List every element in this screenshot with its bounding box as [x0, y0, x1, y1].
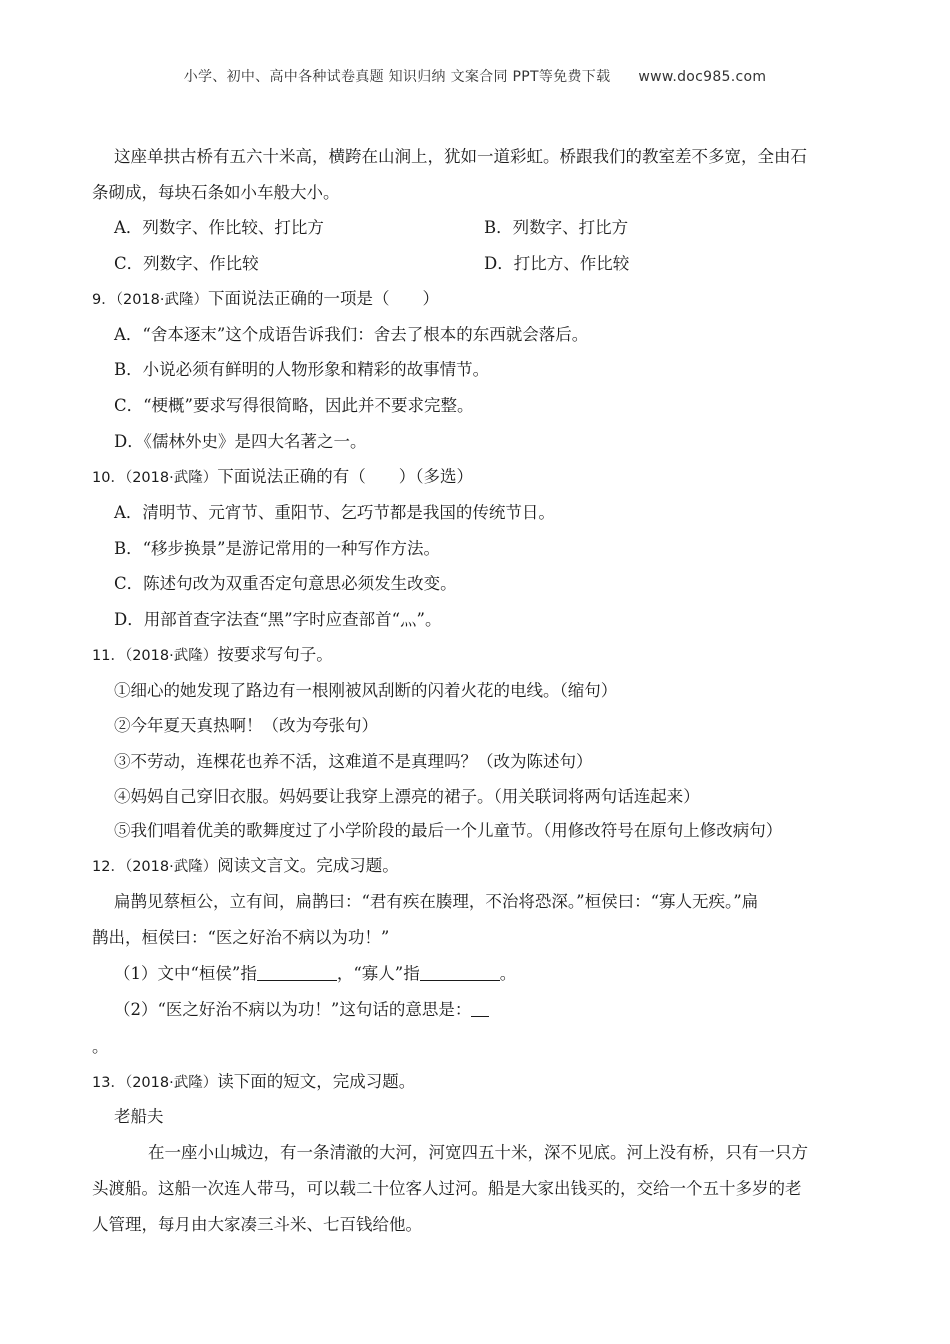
q9-option-d: D．《儒林外史》是四大名著之一。 [114, 432, 367, 451]
q12-text-line-1: 扁鹊见蔡桓公，立有间，扁鹊曰：“君有疾在腠理，不治将恐深。”桓侯曰：“寡人无疾。”扁 [114, 892, 759, 911]
q12-stem: 阅读文言文。完成习题。 [217, 856, 399, 875]
q11-question [92, 644, 333, 667]
q13-number: 13．（2018·武隆） [92, 1075, 218, 1091]
q12-part-1-mid: ，“寡人”指 [336, 964, 420, 983]
q12-part-1 [114, 963, 516, 985]
q12-number: 12．（2018·武隆） [92, 859, 218, 875]
q8-option-d: D．打比方、作比较 [484, 254, 630, 273]
q12-part-2-lead: （2）“医之好治不病以为功！”这句话的意思是： [114, 1000, 472, 1019]
q9-option-c: C．“梗概”要求写得很简略，因此并不要求完整。 [114, 396, 474, 415]
header-url[interactable]: www.doc985.com [638, 69, 767, 85]
q13-passage-line-3: 人管理，每月由大家凑三斗米、七百钱给他。 [92, 1215, 422, 1234]
q12-part-2 [114, 999, 489, 1021]
q9-stem: 下面说法正确的一项是（ ） [208, 289, 439, 308]
q10-question [92, 466, 473, 489]
q12-answer-blank-3[interactable] [471, 1000, 489, 1017]
q10-option-b: B．“移步换景”是游记常用的一种写作方法。 [114, 539, 440, 558]
q8-option-b: B．列数字、打比方 [484, 218, 629, 237]
q12-part-1-end: 。 [499, 964, 517, 983]
q11-sentence-5: ⑤我们唱着优美的歌舞度过了小学阶段的最后一个儿童节。（用修改符号在原句上修改病句） [114, 821, 783, 840]
q11-stem: 按要求写句子。 [217, 645, 333, 664]
q9-number: 9．（2018·武隆） [92, 292, 208, 308]
q11-sentence-1: ①细心的她发现了路边有一根刚被风刮断的闪着火花的电线。（缩句） [114, 681, 618, 700]
q13-stem: 读下面的短文，完成习题。 [217, 1072, 416, 1091]
q11-sentence-2: ②今年夏天真热啊！（改为夸张句） [114, 716, 378, 735]
passage-line-2: 条砌成，每块石条如小车般大小。 [92, 183, 340, 202]
q12-text-line-2: 鹊出，桓侯曰：“医之好治不病以为功！” [92, 928, 390, 947]
q11-number: 11．（2018·武隆） [92, 648, 218, 664]
q9-option-b: B．小说必须有鲜明的人物形象和精彩的故事情节。 [114, 360, 490, 379]
q8-option-a: A．列数字、作比较、打比方 [114, 218, 324, 237]
q10-stem: 下面说法正确的有（ ）（多选） [217, 467, 473, 486]
passage-line-1: 这座单拱古桥有五六十米高，横跨在山涧上，犹如一道彩虹。桥跟我们的教室差不多宽，全由石 [114, 147, 807, 166]
q13-question [92, 1071, 415, 1094]
q12-question [92, 855, 399, 878]
q12-part-2-end: 。 [92, 1037, 109, 1056]
q11-sentence-4: ④妈妈自己穿旧衣服。妈妈要让我穿上漂亮的裙子。（用关联词将两句话连起来） [114, 787, 700, 806]
q10-option-d: D．用部首查字法查“黑”字时应查部首“灬”。 [114, 610, 442, 629]
q12-part-1-lead: （1）文中“桓侯”指 [114, 964, 257, 983]
q13-passage-line-2: 头渡船。这船一次连人带马，可以载二十位客人过河。船是大家出钱买的，交给一个五十多岁的老 [92, 1179, 802, 1198]
page-header [0, 66, 950, 86]
q11-sentence-3: ③不劳动，连棵花也养不活，这难道不是真理吗？（改为陈述句） [114, 752, 593, 771]
q10-option-a: A．清明节、元宵节、重阳节、乞巧节都是我国的传统节日。 [114, 503, 555, 522]
q9-option-a: A．“舍本逐末”这个成语告诉我们：舍去了根本的东西就会落后。 [114, 325, 589, 344]
q10-number: 10．（2018·武隆） [92, 470, 218, 486]
header-text: 小学、初中、高中各种试卷真题 知识归纳 文案合同 PPT等免费下载 [183, 69, 611, 85]
q12-answer-blank-1[interactable] [257, 964, 337, 981]
q13-passage-line-1: 在一座小山城边，有一条清澈的大河，河宽四五十米，深不见底。河上没有桥，只有一只方 [148, 1143, 808, 1162]
q12-answer-blank-2[interactable] [420, 964, 500, 981]
q9-question [92, 288, 439, 311]
q13-passage-title: 老船夫 [114, 1107, 164, 1126]
q8-option-c: C．列数字、作比较 [114, 254, 259, 273]
q10-option-c: C．陈述句改为双重否定句意思必须发生改变。 [114, 574, 457, 593]
